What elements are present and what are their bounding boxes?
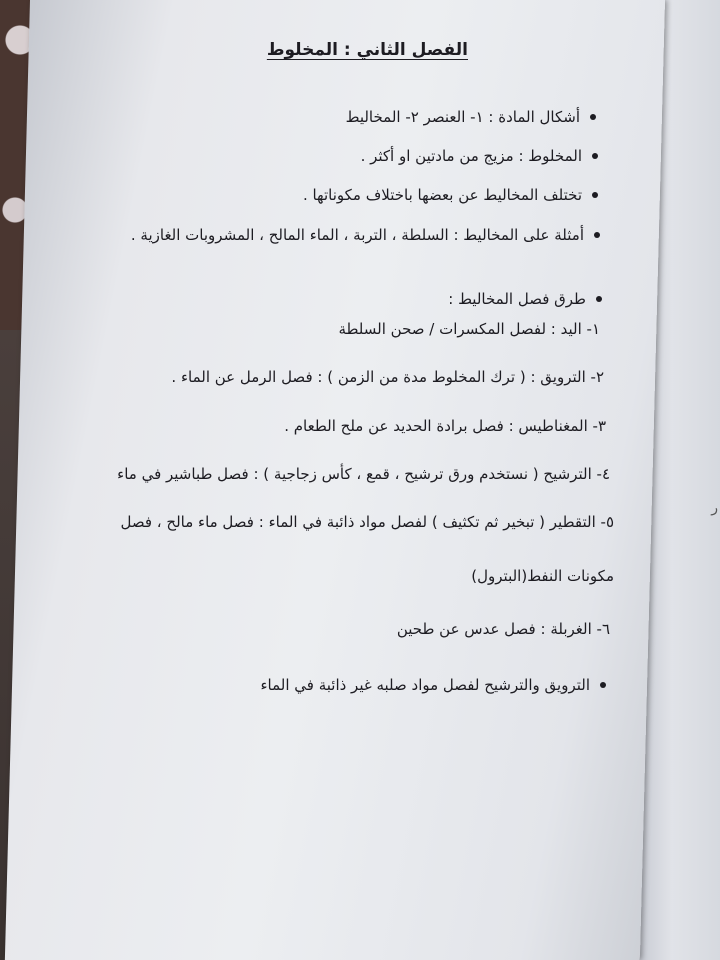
document-text — [40, 0, 640, 960]
bullet-text: المخلوط : مزيج من مادتين او أكثر . — [360, 147, 582, 165]
bullet-icon — [590, 114, 596, 120]
bullet-icon — [592, 153, 598, 159]
methods-heading: طرق فصل المخاليط : — [448, 290, 586, 308]
bullet-item — [346, 108, 580, 126]
list-item: ٥- التقطير ( تبخير ثم تكثيف ) لفصل مواد ذائبة في الماء : فصل ماء مالح ، فصل — [120, 513, 614, 531]
bullet-icon — [600, 682, 606, 688]
adjacent-page-text: ر — [711, 500, 718, 516]
list-item: ٢- الترويق : ( ترك المخلوط مدة من الزمن ) : فصل الرمل عن الماء . — [171, 368, 604, 386]
list-item-continuation: مكونات النفط(البترول) — [471, 567, 614, 585]
bullet-text: تختلف المخاليط عن بعضها باختلاف مكوناتها . — [302, 186, 582, 204]
bullet-icon — [596, 296, 602, 302]
bullet-item — [361, 147, 582, 165]
list-item: ٦- الغربلة : فصل عدس عن طحين — [396, 620, 610, 638]
note-text: الترويق والترشيح لفصل مواد صلبه غير ذائبة في الماء — [260, 676, 590, 694]
bullet-icon — [594, 232, 600, 238]
bullet-text: أمثلة على المخاليط : السلطة ، التربة ، الماء المالح ، المشروبات الغازية . — [130, 226, 584, 244]
section-heading — [448, 290, 586, 308]
bullet-item — [303, 186, 582, 204]
bullet-text: أشكال المادة : ١- العنصر ٢- المخاليط — [345, 108, 580, 126]
note-item — [260, 676, 590, 694]
list-item: ١- اليد : لفصل المكسرات / صحن السلطة — [338, 320, 600, 338]
page-title: الفصل الثاني : المخلوط — [266, 40, 468, 60]
list-item: ٤- الترشيح ( نستخدم ورق ترشيح ، قمع ، كأس زجاجية ) : فصل طباشير في ماء — [117, 465, 610, 483]
bullet-item — [131, 226, 584, 244]
list-item: ٣- المغناطيس : فصل برادة الحديد عن ملح الطعام . — [284, 417, 606, 435]
bullet-icon — [592, 192, 598, 198]
